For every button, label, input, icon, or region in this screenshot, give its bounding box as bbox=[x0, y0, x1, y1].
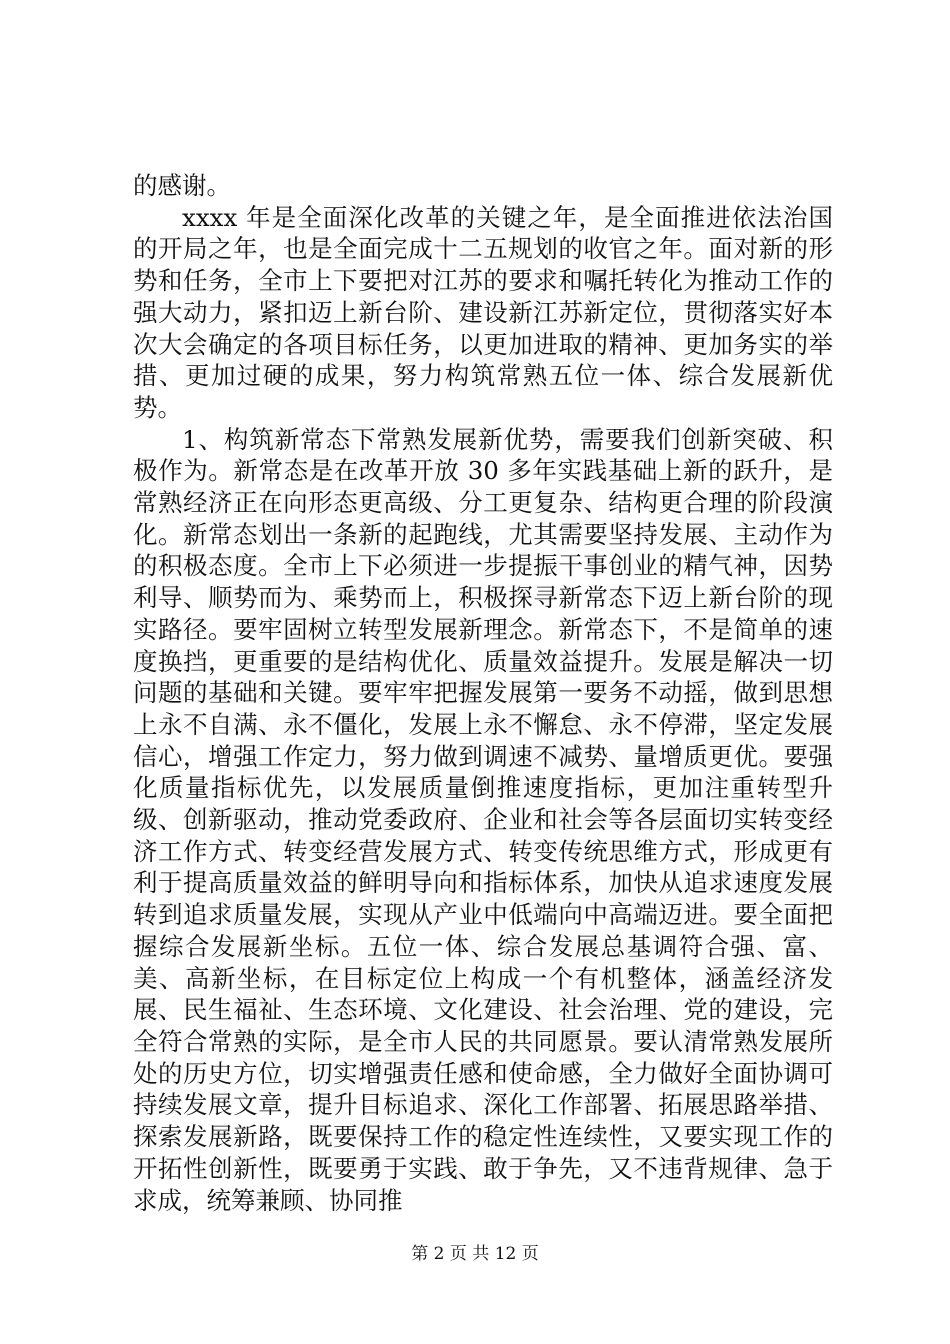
page-number-footer: 第 2 页 共 12 页 bbox=[411, 1244, 539, 1264]
paragraph-year-overview: xxxx 年是全面深化改革的关键之年，是全面推进依法治国的开局之年，也是全面完成十二五规划的收官之年。面对新的形势和任务，全市上下要把对江苏的要求和嘱托转化为推动工作的强大动力，紧扣迈上新台阶、建设新江苏新定位，贯彻落实好本次大会确定的各项目标任务，以更加进取的精神、更加务实的举措、更加过硬的成果，努力构筑常熟五位一体、综合发展新优势。 bbox=[133, 202, 833, 422]
paragraph-continuation: 的感谢。 bbox=[133, 171, 231, 200]
body-text bbox=[133, 170, 833, 1216]
paragraph-new-normal: 1、构筑新常态下常熟发展新优势，需要我们创新突破、积极作为。新常态是在改革开放 30 多年实践基础上新的跃升，是常熟经济正在向形态更高级、分工更复杂、结构更合理的阶段演化。新常态划出一条新的起跑线，尤其需要坚持发展、主动作为的积极态度。全市上下必须进一步提振干事创业的精气神，因势利导、顺势而为、乘势而上，积极探寻新常态下迈上新台阶的现实路径。要牢固树立转型发展新理念。新常态下，不是简单的速度换挡，更重要的是结构优化、质量效益提升。发展是解决一切问题的基础和关键。要牢牢把握发展第一要务不动摇，做到思想上永不自满、永不僵化，发展上永不懈怠、永不停滞，坚定发展信心，增强工作定力，努力做到调速不减势、量增质更优。要强化质量指标优先，以发展质量倒推速度指标，更加注重转型升级、创新驱动，推动党委政府、企业和社会等各层面切实转变经济工作方式、转变经营发展方式、转变传统思维方式，形成更有利于提高质量效益的鲜明导向和指标体系，加快从追求速度发展转到追求质量发展，实现从产业中低端向中高端迈进。要全面把握综合发展新坐标。五位一体、综合发展总基调符合强、富、美、高新坐标，在目标定位上构成一个有机整体，涵盖经济发展、民生福祉、生态环境、文化建设、社会治理、党的建设，完全符合常熟的实际，是全市人民的共同愿景。要认清常熟发展所处的历史方位，切实增强责任感和使命感，全力做好全面协调可持续发展文章，提升目标追求、深化工作部署、拓展思路举措、探索发展新路，既要保持工作的稳定性连续性，又要实现工作的开拓性创新性，既要勇于实践、敢于争先，又不违背规律、急于求成，统筹兼顾、协同推 bbox=[133, 424, 833, 1215]
